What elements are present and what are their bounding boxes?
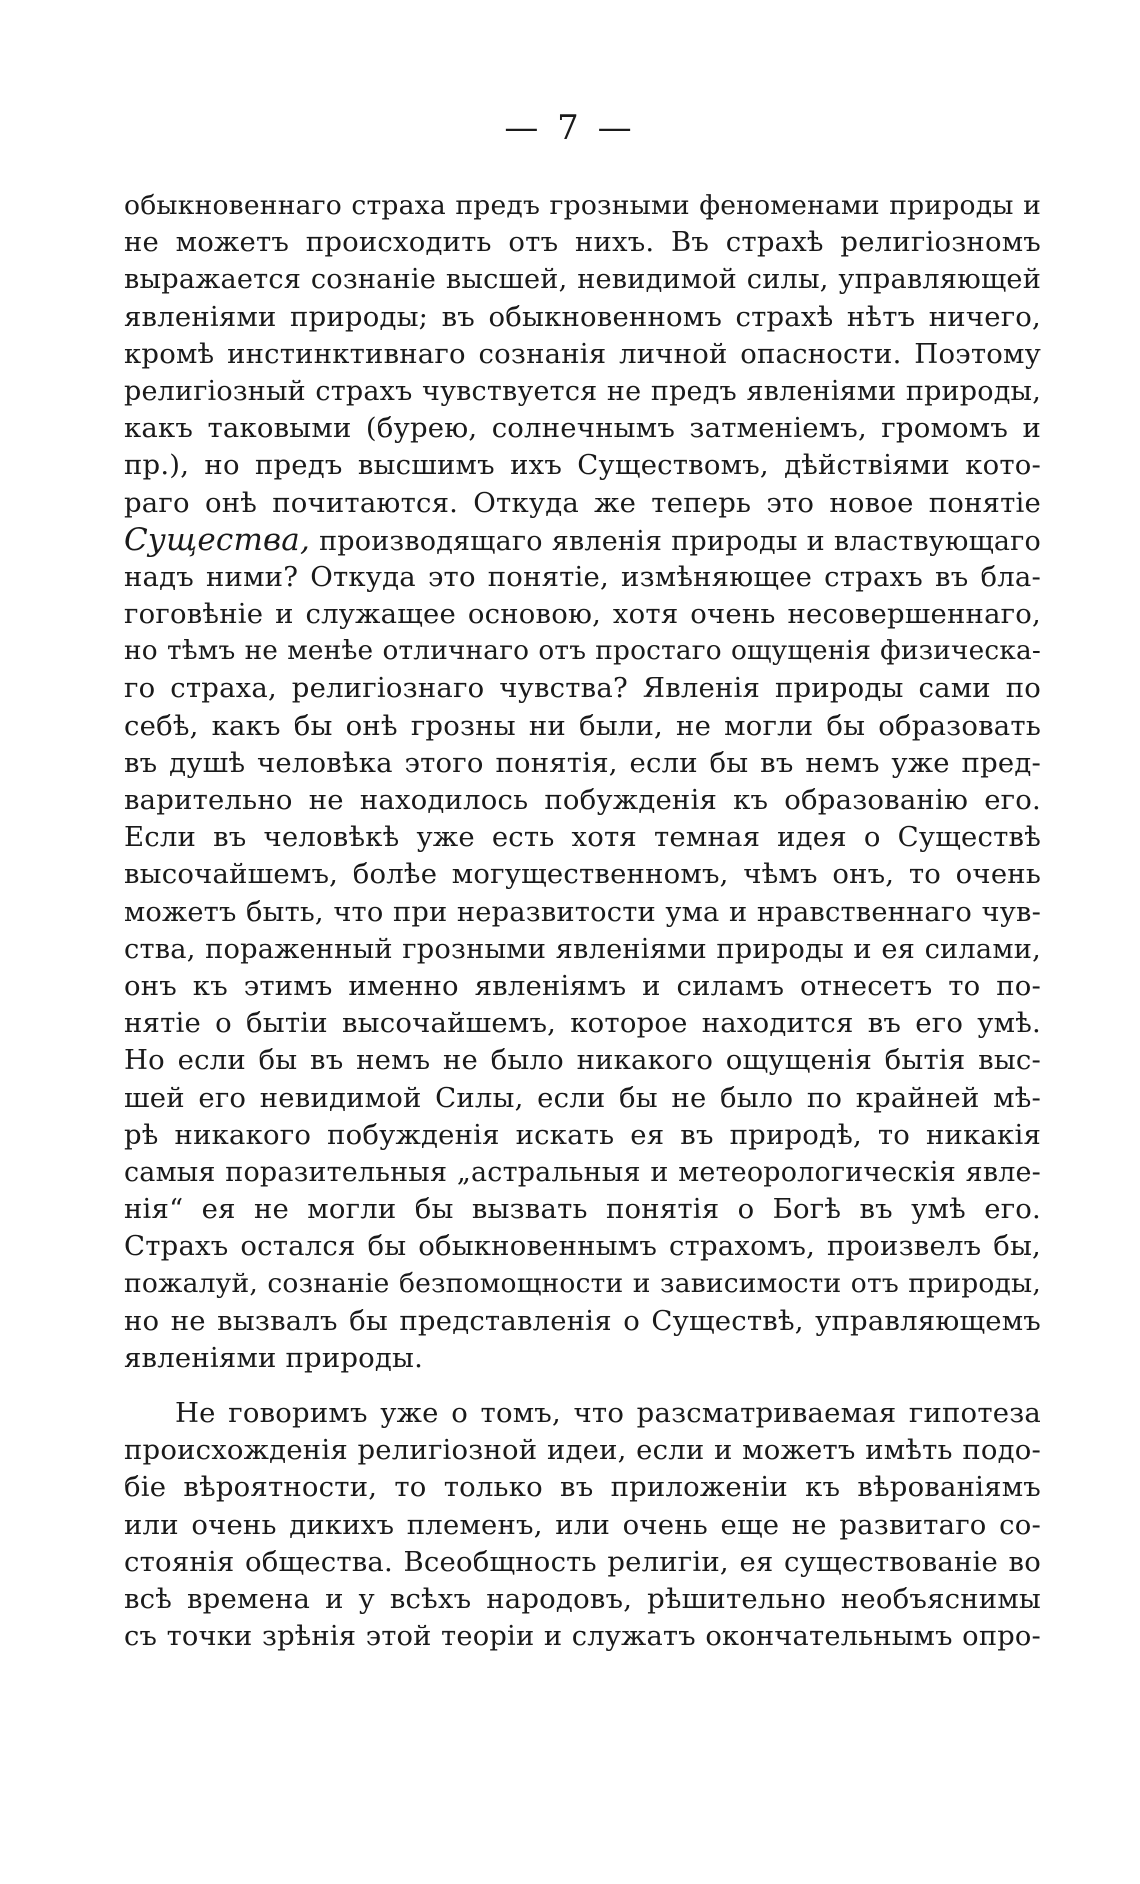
- text-line: стоянія общества. Всеобщность религіи, ея существованіе во: [124, 1545, 1041, 1578]
- text-line: обыкновеннаго страха предъ грозными феноменами природы и: [124, 190, 1041, 221]
- text-line: себѣ, какъ бы онѣ грозны ни были, не могли бы образовать: [124, 709, 1041, 742]
- text-line: Но если бы въ немъ не было никакого ощущенія бытія выс-: [124, 1044, 1041, 1077]
- text-line: гоговѣніе и служащее основою, хотя очень несовершеннаго,: [124, 598, 1041, 631]
- text-line: раго онѣ почитаются. Откуда же теперь это новое понятіе: [124, 486, 1041, 519]
- page-number: — 7 —: [504, 108, 636, 148]
- text-line: рѣ никакого побужденія искать ея въ природѣ, то никакія: [124, 1118, 1041, 1151]
- paragraph-2: [124, 1395, 1041, 1655]
- text-line: явленіями природы; въ обыкновенномъ страхѣ нѣтъ ничего,: [124, 300, 1041, 333]
- paragraph-1: [124, 187, 1041, 1377]
- text-line-rest: производящаго явленія природы и властвующаго: [319, 525, 1041, 557]
- text-line: ства, пораженный грозными явленіями природы и ея силами,: [124, 933, 1041, 965]
- text-line: но не вызвалъ бы представленія о Существѣ, управляющемъ: [124, 1304, 1041, 1337]
- text-line: какъ таковыми (бурею, солнечнымъ затменіемъ, громомъ и: [124, 412, 1041, 445]
- text-line: или очень дикихъ племенъ, или очень еще не развитаго со-: [124, 1508, 1041, 1541]
- text-line: можетъ быть, что при неразвитости ума и нравственнаго чув-: [124, 896, 1041, 928]
- text-line: не можетъ происходить отъ нихъ. Въ страхѣ религіозномъ: [124, 226, 1041, 259]
- text-line: Не говоримъ уже о томъ, что разсматриваемая гипотеза: [175, 1397, 1041, 1429]
- text-line: съ точки зрѣнія этой теоріи и служатъ окончательнымъ опро-: [124, 1621, 1041, 1653]
- text-line: всѣ времена и у всѣхъ народовъ, рѣшительно необъяснимы: [124, 1582, 1041, 1615]
- text-line: Если въ человѣкѣ уже есть хотя темная идея о Существѣ: [124, 821, 1041, 854]
- text-line: пр.), но предъ высшимъ ихъ Существомъ, дѣйствіями кото-: [124, 449, 1041, 482]
- text-line: пожалуй, сознаніе безпомощности и зависимости отъ природы,: [124, 1268, 1041, 1300]
- text-line: явленіями природы.: [124, 1341, 424, 1374]
- text-line: высочайшемъ, болѣе могущественномъ, чѣмъ онъ, то очень: [124, 858, 1041, 891]
- text-line: происхожденія религіозной идеи, если и можетъ имѣть подо-: [124, 1434, 1041, 1467]
- text-line: нятіе о бытіи высочайшемъ, которое находится въ его умѣ.: [124, 1007, 1041, 1040]
- text-line-with-italic: [124, 522, 1041, 559]
- text-line: Страхъ остался бы обыкновеннымъ страхомъ, произвелъ бы,: [124, 1230, 1041, 1263]
- text-line: шей его невидимой Силы, если бы не было по крайней мѣ-: [124, 1081, 1041, 1114]
- text-line: въ душѣ человѣка этого понятія, если бы въ немъ уже пред-: [124, 746, 1041, 779]
- italic-term: Существа,: [124, 521, 311, 558]
- text-line: біе вѣроятности, то только въ приложеніи къ вѣрованіямъ: [124, 1471, 1041, 1504]
- text-line: кромѣ инстинктивнаго сознанія личной опасности. Поэтому: [124, 337, 1041, 370]
- text-line: го страха, религіознаго чувства? Явленія природы сами по: [124, 672, 1041, 705]
- text-line: религіозный страхъ чувствуется не предъ явленіями природы,: [124, 375, 1041, 407]
- text-line: онъ къ этимъ именно явленіямъ и силамъ отнесетъ то по-: [124, 969, 1041, 1002]
- text-line: надъ ними? Откуда это понятіе, измѣняющее страхъ въ бла-: [124, 560, 1041, 593]
- text-line: нія“ ея не могли бы вызвать понятія о Богѣ въ умѣ его.: [124, 1193, 1041, 1226]
- text-line: самыя поразительныя „астральныя и метеорологическія явле-: [124, 1156, 1041, 1188]
- text-line: но тѣмъ не менѣе отличнаго отъ простаго ощущенія физическа-: [124, 636, 1041, 667]
- text-line: варительно не находилось побужденія къ образованію его.: [124, 784, 1041, 816]
- text-line: выражается сознаніе высшей, невидимой силы, управляющей: [124, 264, 1041, 296]
